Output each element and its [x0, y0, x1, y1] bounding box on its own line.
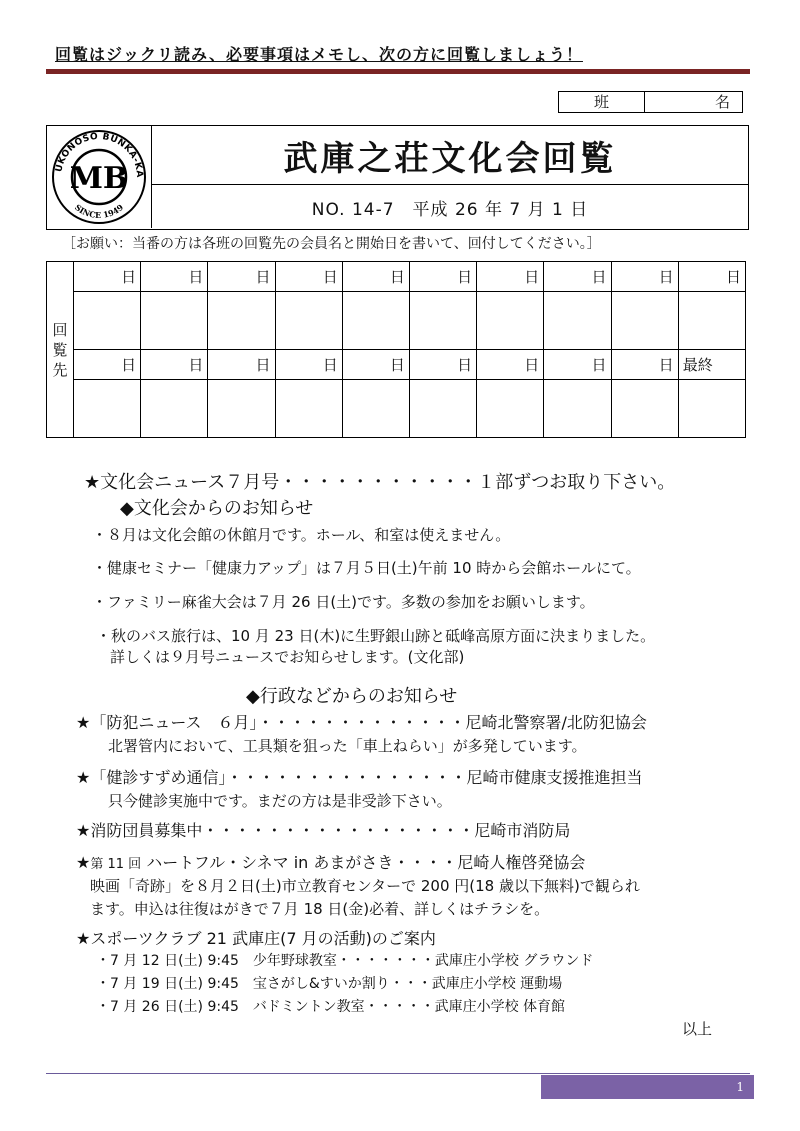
name-cell[interactable] [678, 380, 745, 438]
name-cell[interactable] [275, 380, 342, 438]
logo-since-text: SINCE 1949 [72, 202, 126, 221]
admin-item: ★「健診すずめ通信」・・・・・・・・・・・・・・・尼崎市健康支援推進担当 [76, 768, 643, 787]
cinema-item: ★第 11 回 ハートフル・シネマ in あまがさき・・・・尼崎人権啓発協会 [76, 853, 586, 872]
request-note: ［お願い：当番の方は各班の回覧先の会員名と開始日を書いて、回付してください。］ [62, 236, 601, 252]
day-cell: 日 [611, 262, 678, 292]
day-cell: 日 [275, 350, 342, 380]
day-cell: 日 [611, 350, 678, 380]
cinema-detail: 映画「奇跡」を８月２日(土)市立教育センターで 200 円(18 歳以下無料)で観られ [90, 877, 640, 895]
club-logo [47, 126, 151, 228]
header-divider [46, 69, 750, 74]
name-cell[interactable] [141, 292, 208, 350]
day-cell: 日 [544, 262, 611, 292]
final-cell: 最終 [678, 350, 745, 380]
logo-cell [47, 126, 152, 228]
logo-ring-text: UKONOSO BUNKA-KA [54, 131, 145, 179]
circulation-label: 回 覧 先 [47, 262, 74, 438]
group-name-box [558, 91, 743, 113]
notice-item: ・秋のバス旅行は、10 月 23 日(木)に生野銀山跡と砥峰高原方面に決まりました。 [96, 627, 656, 645]
circulation-table [46, 261, 746, 438]
day-cell: 日 [678, 262, 745, 292]
day-cell: 日 [74, 262, 141, 292]
name-cell[interactable] [544, 380, 611, 438]
admin-item: ★「防犯ニュース ６月」・・・・・・・・・・・・・尼崎北警察署/北防犯協会 [76, 713, 647, 732]
page-title: 武庫之荘文化会回覧 [152, 126, 748, 185]
closing-text: 以上 [682, 1020, 713, 1038]
circulation-instruction: 回覧はジックリ読み、必要事項はメモし、次の方に回覧しましょう！ [55, 45, 583, 64]
name-cell[interactable] [208, 380, 275, 438]
sports-item: ・7 月 26 日(土) 9:45 バドミントン教室・・・・・武庫庄小学校 体育館 [96, 999, 566, 1015]
name-cell[interactable] [544, 292, 611, 350]
name-cell[interactable] [409, 380, 476, 438]
notice-item: ・健康セミナー「健康力アップ」は７月５日(土)午前 10 時から会館ホールにて。 [92, 559, 641, 577]
name-cell[interactable] [342, 292, 409, 350]
day-cell: 日 [409, 262, 476, 292]
admin-item-detail: 北署管内において、工具類を狙った「車上ねらい」が多発しています。 [108, 737, 587, 755]
name-cell[interactable] [208, 292, 275, 350]
admin-item: ★消防団員募集中・・・・・・・・・・・・・・・・・尼崎市消防局 [76, 821, 571, 840]
day-cell: 日 [208, 350, 275, 380]
day-cell: 日 [342, 350, 409, 380]
day-cell: 日 [141, 262, 208, 292]
day-cell: 日 [544, 350, 611, 380]
name-cell[interactable] [611, 292, 678, 350]
name-cell[interactable] [342, 380, 409, 438]
sports-title: ★スポーツクラブ 21 武庫庄(7 月の活動)のご案内 [76, 929, 436, 948]
day-cell: 日 [342, 262, 409, 292]
admin-item-detail: 只今健診実施中です。まだの方は是非受診下さい。 [108, 792, 452, 810]
name-cell[interactable] [477, 292, 544, 350]
name-cell[interactable] [141, 380, 208, 438]
page-number: 1 [541, 1075, 754, 1099]
name-cell[interactable] [678, 292, 745, 350]
notice-item: ・８月は文化会館の休館月です。ホール、和室は使えません。 [92, 526, 511, 544]
day-cell: 日 [74, 350, 141, 380]
footer-divider [46, 1073, 750, 1074]
section-title: ◆文化会からのお知らせ [120, 498, 314, 519]
name-cell[interactable] [477, 380, 544, 438]
name-cell[interactable] [611, 380, 678, 438]
day-cell: 日 [409, 350, 476, 380]
sports-item: ・7 月 12 日(土) 9:45 少年野球教室・・・・・・・武庫庄小学校 グラウンド [96, 953, 594, 969]
notice-item: 詳しくは９月号ニュースでお知らせします。(文化部) [110, 648, 465, 666]
name-cell[interactable] [275, 292, 342, 350]
day-cell: 日 [477, 350, 544, 380]
sports-item: ・7 月 19 日(土) 9:45 宝さがし&すいか割り・・・武庫庄小学校 運動場 [96, 976, 563, 992]
news-headline: ★文化会ニュース７月号・・・・・・・・・・・１部ずつお取り下さい。 [84, 472, 676, 493]
name-cell[interactable] [74, 380, 141, 438]
day-cell: 日 [477, 262, 544, 292]
name-label: 名 [714, 93, 730, 111]
notice-item: ・ファミリー麻雀大会は７月 26 日(土)です。多数の参加をお願いします。 [92, 593, 595, 611]
day-cell: 日 [141, 350, 208, 380]
name-cell[interactable] [74, 292, 141, 350]
title-box [46, 125, 749, 230]
section-title: ◆行政などからのお知らせ [246, 686, 458, 707]
cinema-detail: ます。申込は往復はがきで７月 18 日(金)必着、詳しくはチラシを。 [90, 900, 550, 918]
day-cell: 日 [208, 262, 275, 292]
day-cell: 日 [275, 262, 342, 292]
name-cell[interactable] [409, 292, 476, 350]
logo-initials: MB [69, 161, 129, 196]
issue-number-date: NO. 14-7 平成 26 年 7 月 1 日 [311, 199, 589, 220]
han-label: 班 [559, 92, 645, 112]
